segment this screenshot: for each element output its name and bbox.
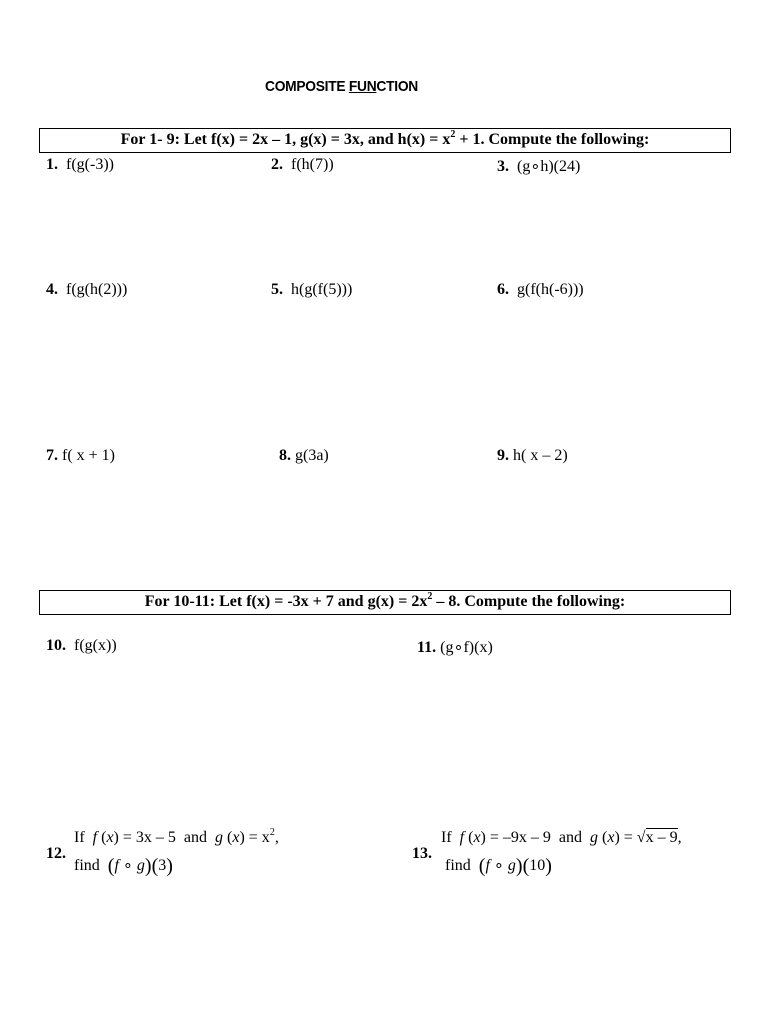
problem-3: 3. (g∘h)(24) [497,158,581,175]
problem-5: 5. h(g(f(5))) [271,281,353,298]
problem-4: 4. f(g(h(2))) [46,281,128,298]
problem-12-find: find (f ∘ g)(3) [74,855,173,877]
problem-13-find: find (f ∘ g)(10) [445,855,552,877]
problem-8: 8. g(3a) [279,447,329,464]
problem-12-definition: If f (x) = 3x – 5 and g $(x) = x^2$, [74,827,279,846]
problem-1: 1. f(g(-3)) [46,156,114,173]
problem-2: 2. f(h(7)) [271,156,334,173]
problem-7: 7. f( x + 1) [46,447,116,464]
problem-11: 11. (g∘f)(x) [417,639,493,656]
problem-12-number: 12. [46,845,66,862]
section1-header: For 1- 9: Let f(x) = 2x – 1, g(x) = 3x, and $h(x) = x^2 + 1$. Compute the following: [39,128,731,153]
section2-header: For 10-11: Let f(x) = -3x + 7 and $g(x) = 2x^2 - 8$. Compute the following: [39,590,731,615]
problem-9: 9. h( x – 2) [497,447,568,464]
page-title: COMPOSITE FUNCTION [265,78,418,95]
problem-13-number: 13. [412,845,432,862]
problem-13-definition: If f (x) = –9x – 9 and g (x) = √x – 9, [441,829,682,846]
problem-10: 10. f(g(x)) [46,637,117,654]
problem-6: 6. g(f(h(-6))) [497,281,584,298]
